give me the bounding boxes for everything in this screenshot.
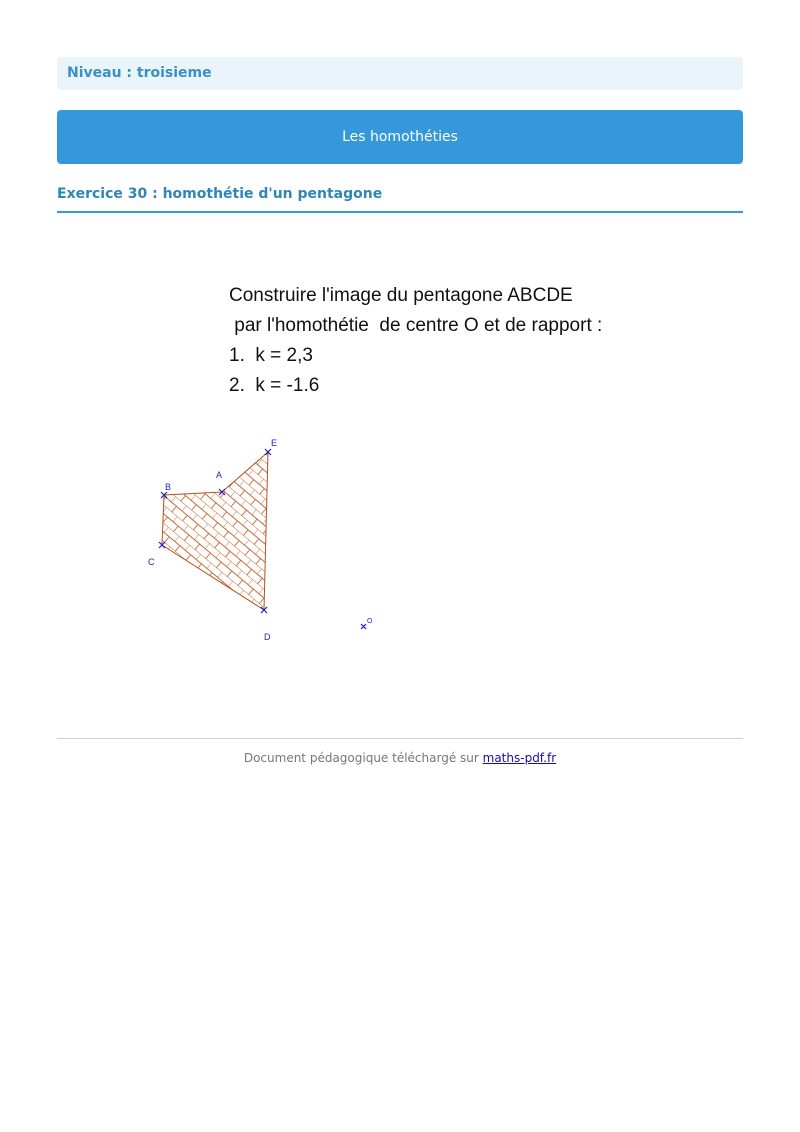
statement-line: Construire l'image du pentagone ABCDE [229, 285, 573, 306]
label-c: C [148, 557, 155, 567]
statement-line: 1. k = 2,3 [229, 345, 313, 366]
footer-text: Document pédagogique téléchargé sur [243, 751, 483, 765]
label-d: D [264, 632, 271, 642]
footer-divider [57, 738, 743, 739]
label-b: B [165, 482, 172, 492]
statement-line: 2. k = -1.6 [229, 375, 320, 396]
label-o: O [367, 618, 373, 625]
statement-line: par l'homothétie de centre O et de rapport : [229, 315, 603, 336]
label-e: E [271, 438, 278, 448]
pentagon-abcde [162, 452, 268, 610]
point-o-marker [361, 624, 366, 629]
label-a: A [216, 470, 223, 480]
level-label: Niveau : troisieme [57, 57, 743, 90]
footer-link[interactable]: maths-pdf.fr [482, 751, 557, 765]
exercise-title: Exercice 30 : homothétie d'un pentagone [57, 186, 743, 213]
exercise-statement [229, 283, 602, 403]
pentagon-figure [140, 430, 400, 650]
footer [57, 751, 743, 765]
chapter-banner: Les homothéties [57, 110, 743, 164]
